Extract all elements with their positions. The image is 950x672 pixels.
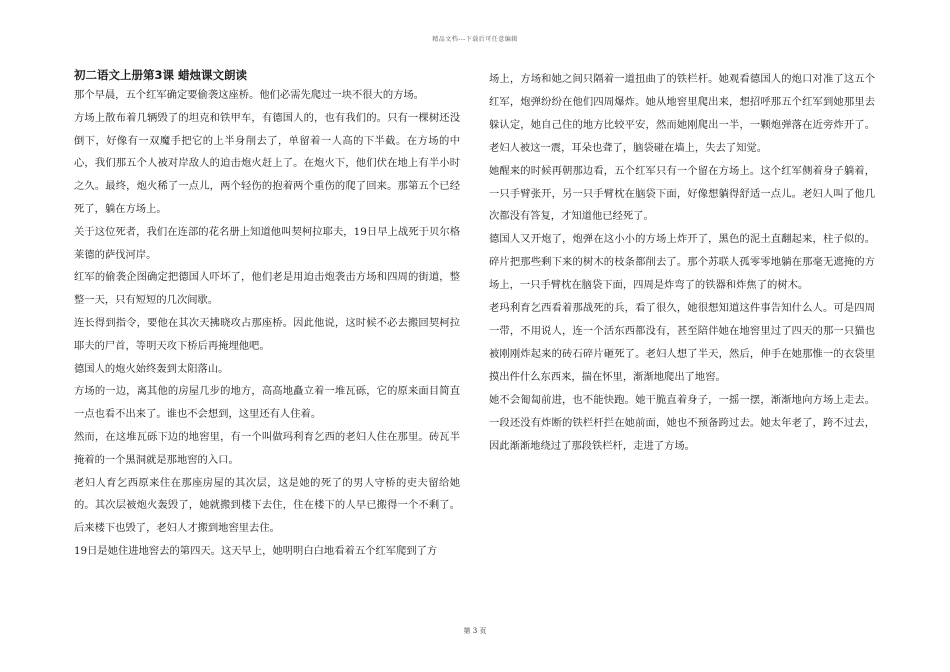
page-number: 第 3 页 (463, 627, 487, 635)
paragraph: 德国人又开炮了，炮弹在这小小的方场上炸开了，黑色的泥土直翻起来，柱子似的。碎片把那些剩下来的树木的枝条都削去了。那个苏联人孤零零地躺在那毫无遮掩的方场上，一只手臂枕在脑袋下面，四周是炸弯了的铁器和炸焦了的树木。 (489, 233, 875, 292)
paragraph: 方场上散布着几辆毁了的坦克和铁甲车，有德国人的，也有我们的。只有一棵树还没倒下，好像有一双魔手把它的上半身削去了，单留着一人高的下半截。在方场的中心，我们那五个人被对岸敌人的迫击炮火赶上了。在炮火下，他们伏在地上有半小时之久。最终，炮火稀了一点儿，两个轻伤的抱着两个重伤的爬了回来。那第五个已经死了，躺在方场上。 (74, 111, 460, 215)
paragraph: 老妇人育乞西原来住在那座房屋的其次层，这是她的死了的男人守桥的吏夫留给她的。其次层被炮火轰毁了，她就搬到楼下去住，住在楼下的人早已搬得一个不剩了。后来楼下也毁了，老妇人才搬到地窖里去住。 (74, 476, 460, 535)
paragraph: 连长得到指令，要他在其次天拂晓攻占那座桥。因此他说，这时候不必去搬回契柯拉耶夫的尸首，等明天攻下桥后再掩埋他吧。 (74, 316, 460, 352)
paragraph: 她不会匍匐前进，也不能快跑。她干脆直着身子，一摇一摆，渐渐地向方场上走去。一段还没有炸断的铁栏杆拦在她前面，她也不预备跨过去。她太年老了，跨不过去，因此渐渐地绕过了那段铁栏杆，走进了方场。 (489, 393, 875, 452)
page-header: 精品文档---下载后可任意编辑 (432, 36, 518, 43)
paragraph: 方场的一边，离其他的房屋几步的地方，高高地矗立着一堆瓦砾，它的原来面目简直一点也看不出来了。谁也不会想到，这里还有人住着。 (74, 385, 460, 421)
document-title: 初二语文上册第3课 蜡烛课文朗读 (74, 68, 248, 82)
left-column (74, 66, 460, 563)
paragraph: 老玛利育乞西看着那战死的兵，看了很久，她很想知道这件事告知什么人。可是四周一带，不用说人，连一个活东西都没有，甚至陪伴她在地窖里过了四天的那一只猫也被刚刚炸起来的砖石碎片砸死了。老妇人想了半天，然后，伸手在她那惟一的衣袋里摸出件什么东西来，揣在怀里，渐渐地爬出了地窖。 (489, 302, 875, 383)
paragraph: 然而，在这堆瓦砾下边的地窖里，有一个叫做玛利育乞西的老妇人住在那里。砖瓦半掩着的一个黑洞就是那地窖的入口。 (74, 430, 460, 466)
right-column (489, 68, 875, 457)
paragraph: 她醒来的时候再朝那边看，五个红军只有一个留在方场上。这个红军侧着身子躺着，一只手臂张开，另一只手臂枕在脑袋下面，好像想躺得舒适一点儿。老妇人叫了他几次都没有答复，才知道他已经死了。 (489, 164, 875, 223)
paragraph: 19日是她住进地窖去的第四天。这天早上，她明明白白地看着五个红军爬到了方 (74, 544, 438, 557)
paragraph: 红军的偷袭企图确定把德国人吓坏了，他们老是用迫击炮袭击方场和四周的街道，整整一天，只有短短的几次间歇。 (74, 271, 460, 307)
paragraph: 场上，方场和她之间只隔着一道扭曲了的铁栏杆。她观看德国人的炮口对准了这五个红军，炮弹纷纷在他们四周爆炸。她从地窖里爬出来，想招呼那五个红军到她那里去躲认定，她自己住的地方比较平安，然而她刚爬出一半，一颗炮弹落在近旁炸开了。老妇人被这一震，耳朵也聋了，脑袋碰在墙上，失去了知觉。 (489, 73, 875, 154)
paragraph: 德国人的炮火始终轰到太阳落山。 (74, 362, 229, 375)
paragraph: 关于这位死者，我们在连部的花名册上知道他叫契柯拉耶夫，19日早上战死于贝尔格莱德的萨伐河岸。 (74, 225, 460, 261)
paragraph: 那个早晨，五个红军确定要偷袭这座桥。他们必需先爬过一块不很大的方场。 (74, 89, 425, 101)
